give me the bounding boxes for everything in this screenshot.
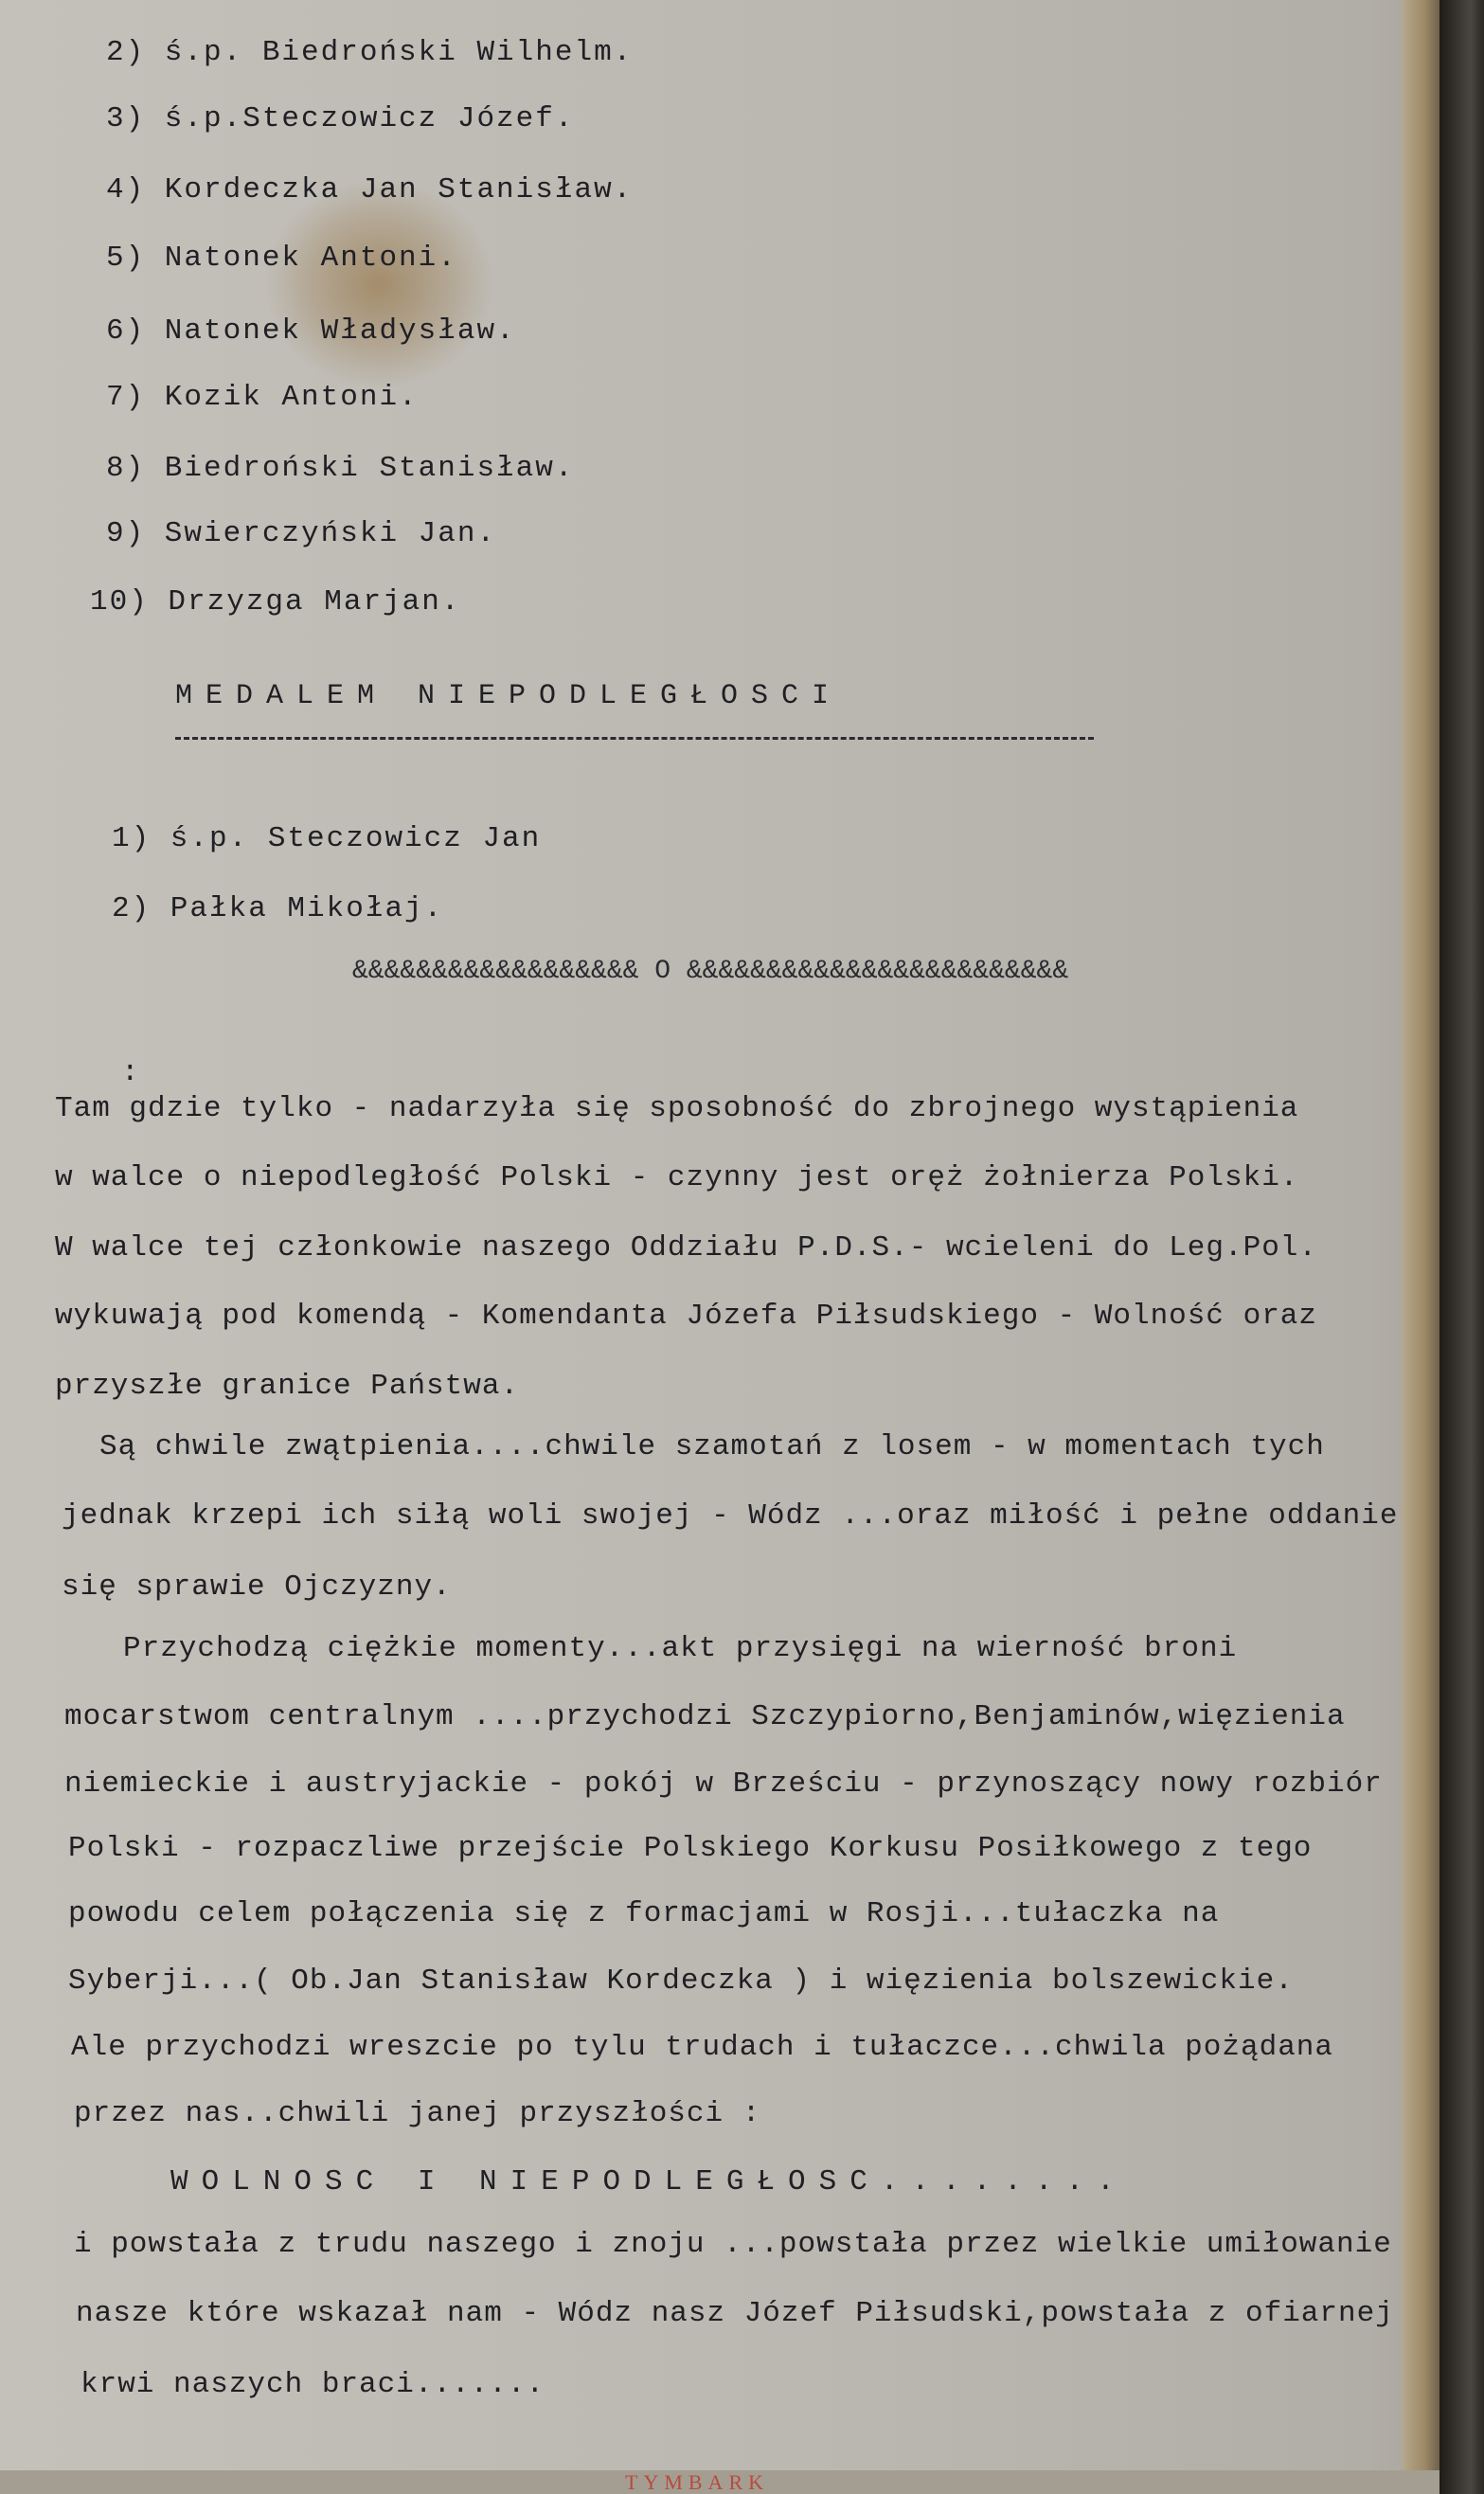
award-list-item: 8) Biedroński Stanisław. [106, 452, 575, 485]
paragraph-line: krwi naszych braci....... [80, 2368, 545, 2401]
award-list-item: 3) ś.p.Steczowicz Józef. [106, 102, 575, 135]
paragraph-line: powodu celem połączenia się z formacjami w Rosji...tułaczka na [68, 1897, 1220, 1930]
paragraph-line: wykuwają pod komendą - Komendanta Józefa Piłsudskiego - Wolność oraz [55, 1300, 1318, 1333]
paragraph-line: Ale przychodzi wreszcie po tylu trudach i tułaczce...chwila pożądana [71, 2031, 1334, 2064]
paragraph-line: i powstała z trudu naszego i znoju ...powstała przez wielkie umiłowanie [74, 2228, 1392, 2261]
colon-mark: : [121, 1056, 140, 1089]
ornamental-separator: &&&&&&&&&&&&&&&&&& O &&&&&&&&&&&&&&&&&&&&&&&& [352, 957, 1069, 986]
paragraph-line: mocarstwom centralnym ....przychodzi Szczypiorno,Benjaminów,więzienia [64, 1700, 1346, 1733]
paragraph-line: przyszłe granice Państwa. [55, 1370, 520, 1403]
medal-list-item: 2) Pałka Mikołaj. [112, 892, 444, 925]
award-list-item: 9) Swierczyński Jan. [106, 517, 497, 550]
paragraph-line: Przychodzą ciężkie momenty...akt przysięgi na wierność broni [123, 1632, 1238, 1665]
paragraph-line: niemieckie i austryjackie - pokój w Brześciu - przynoszący nowy rozbiór [64, 1767, 1383, 1801]
paragraph-line: Syberji...( Ob.Jan Stanisław Kordeczka ) i więzienia bolszewickie. [68, 1965, 1294, 1998]
award-list-item: 4) Kordeczka Jan Stanisław. [106, 173, 634, 206]
award-list-item: 5) Natonek Antoni. [106, 242, 457, 275]
paragraph-line: jednak krzepi ich siłą woli swojej - Wódz ...oraz miłość i pełne oddanie [62, 1499, 1399, 1533]
paragraph-line: przez nas..chwili janej przyszłości : [74, 2097, 761, 2130]
bottom-stamp-text: TYMBARK [625, 2470, 770, 2494]
paragraph-line: Polski - rozpaczliwe przejście Polskiego Korkusu Posiłkowego z tego [68, 1832, 1313, 1865]
medal-list-item: 1) ś.p. Steczowicz Jan [112, 822, 542, 855]
paragraph-line: W walce tej członkowie naszego Oddziału P.D.S.- wcieleni do Leg.Pol. [55, 1231, 1318, 1265]
section-heading: MEDALEM NIEPODLEGŁOSCI [175, 680, 843, 712]
award-list-item: 10) Drzyzga Marjan. [90, 585, 461, 619]
award-list-item: 2) ś.p. Biedroński Wilhelm. [106, 36, 634, 69]
paragraph-line: nasze które wskazał nam - Wódz nasz Józef Piłsudski,powstała z ofiarnej [76, 2297, 1394, 2330]
award-list-item: 7) Kozik Antoni. [106, 381, 419, 414]
page-edge-shadow [1402, 0, 1439, 2494]
paragraph-line: Tam gdzie tylko - nadarzyła się sposobność do zbrojnego wystąpienia [55, 1092, 1299, 1125]
book-spine-edge [1439, 0, 1484, 2494]
motto-line: WOLNOSC I NIEPODLEGŁOSC........ [170, 2165, 1128, 2198]
paragraph-line: w walce o niepodległość Polski - czynny jest oręż żołnierza Polski. [55, 1161, 1299, 1194]
paragraph-line: Są chwile zwątpienia....chwile szamotań z losem - w momentach tych [99, 1430, 1325, 1463]
award-list-item: 6) Natonek Władysław. [106, 314, 516, 348]
paragraph-line: się sprawie Ojczyzny. [62, 1570, 452, 1604]
heading-underline [175, 737, 1094, 740]
